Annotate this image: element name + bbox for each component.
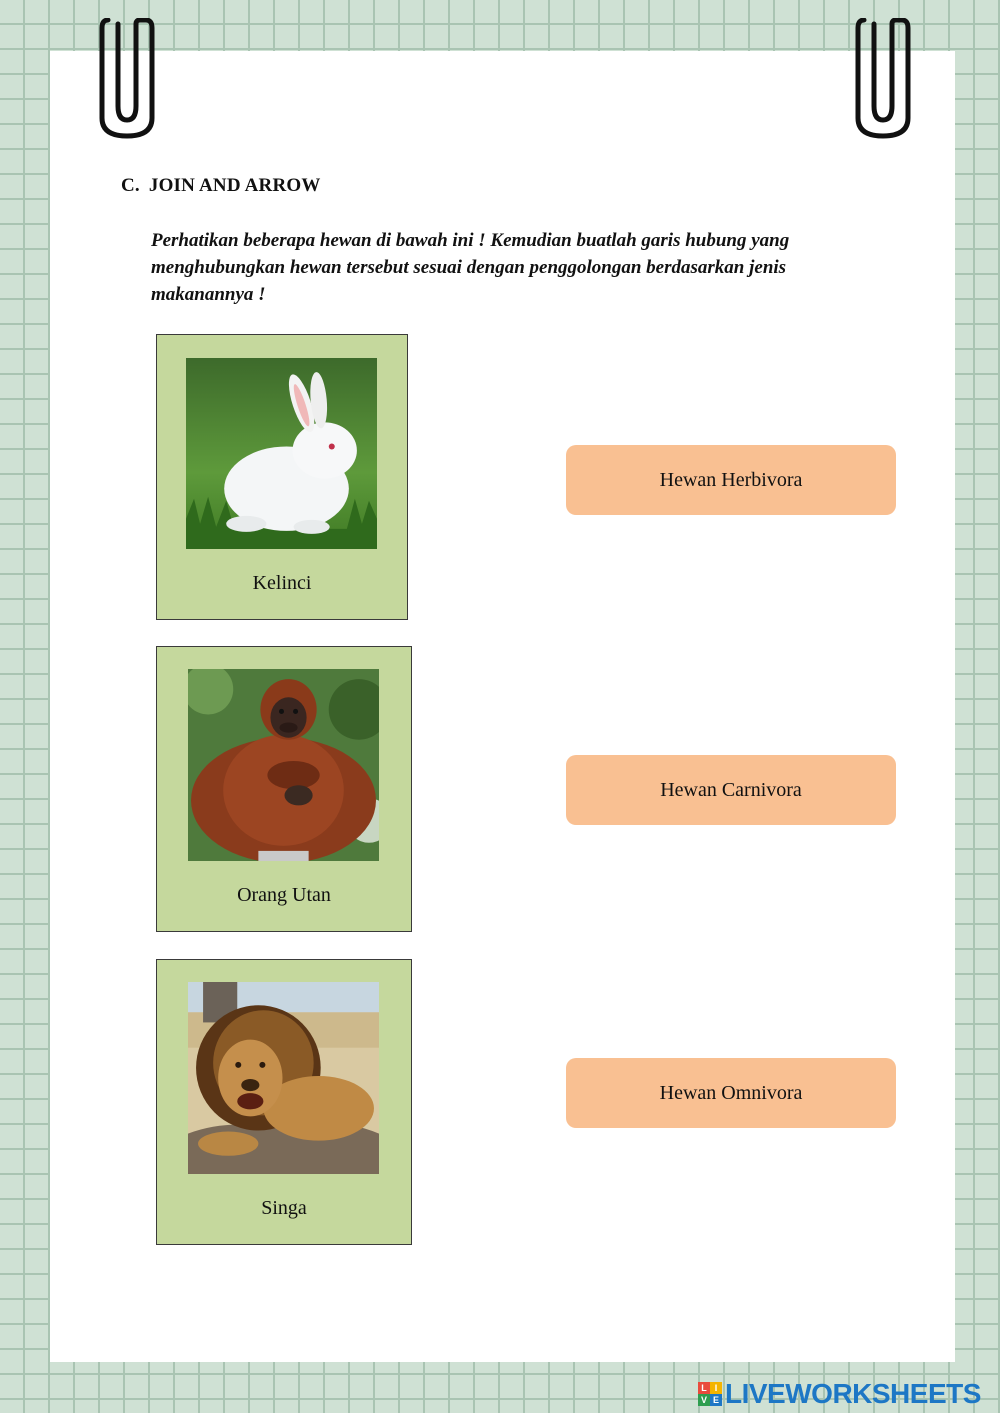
category-omnivora[interactable]: Hewan Omnivora — [566, 1058, 896, 1128]
animal-name: Orang Utan — [237, 884, 331, 906]
brand-text: LIVEWORKSHEETS — [725, 1378, 981, 1409]
rabbit-photo — [186, 358, 377, 549]
category-carnivora[interactable]: Hewan Carnivora — [566, 755, 896, 825]
liveworksheets-logo-icon — [698, 1382, 722, 1406]
animal-name: Singa — [261, 1197, 307, 1219]
animal-name: Kelinci — [252, 572, 312, 594]
animal-card-kelinci[interactable] — [156, 334, 408, 620]
category-herbivora[interactable]: Hewan Herbivora — [566, 445, 896, 515]
logo-letter: E — [710, 1394, 722, 1406]
lion-photo — [188, 982, 379, 1174]
animal-card-orang-utan[interactable] — [156, 646, 412, 932]
animal-card-singa[interactable] — [156, 959, 412, 1245]
instruction-text: Perhatikan beberapa hewan di bawah ini ! Kemudian buatlah garis hubung yang menghubungkan hewan tersebut sesuai dengan penggolongan berdasarkan jenis makanannya ! — [151, 230, 790, 305]
orangutan-photo — [188, 669, 379, 861]
liveworksheets-brand — [698, 1379, 981, 1409]
logo-letter: I — [710, 1382, 722, 1394]
section-heading: JOIN AND ARROW — [148, 175, 321, 196]
paperclip-icon — [852, 18, 914, 140]
logo-letter: V — [698, 1394, 710, 1406]
section-number: C. — [121, 175, 140, 196]
logo-letter: L — [698, 1382, 710, 1394]
paperclip-icon — [96, 18, 158, 140]
section-title — [121, 175, 321, 197]
